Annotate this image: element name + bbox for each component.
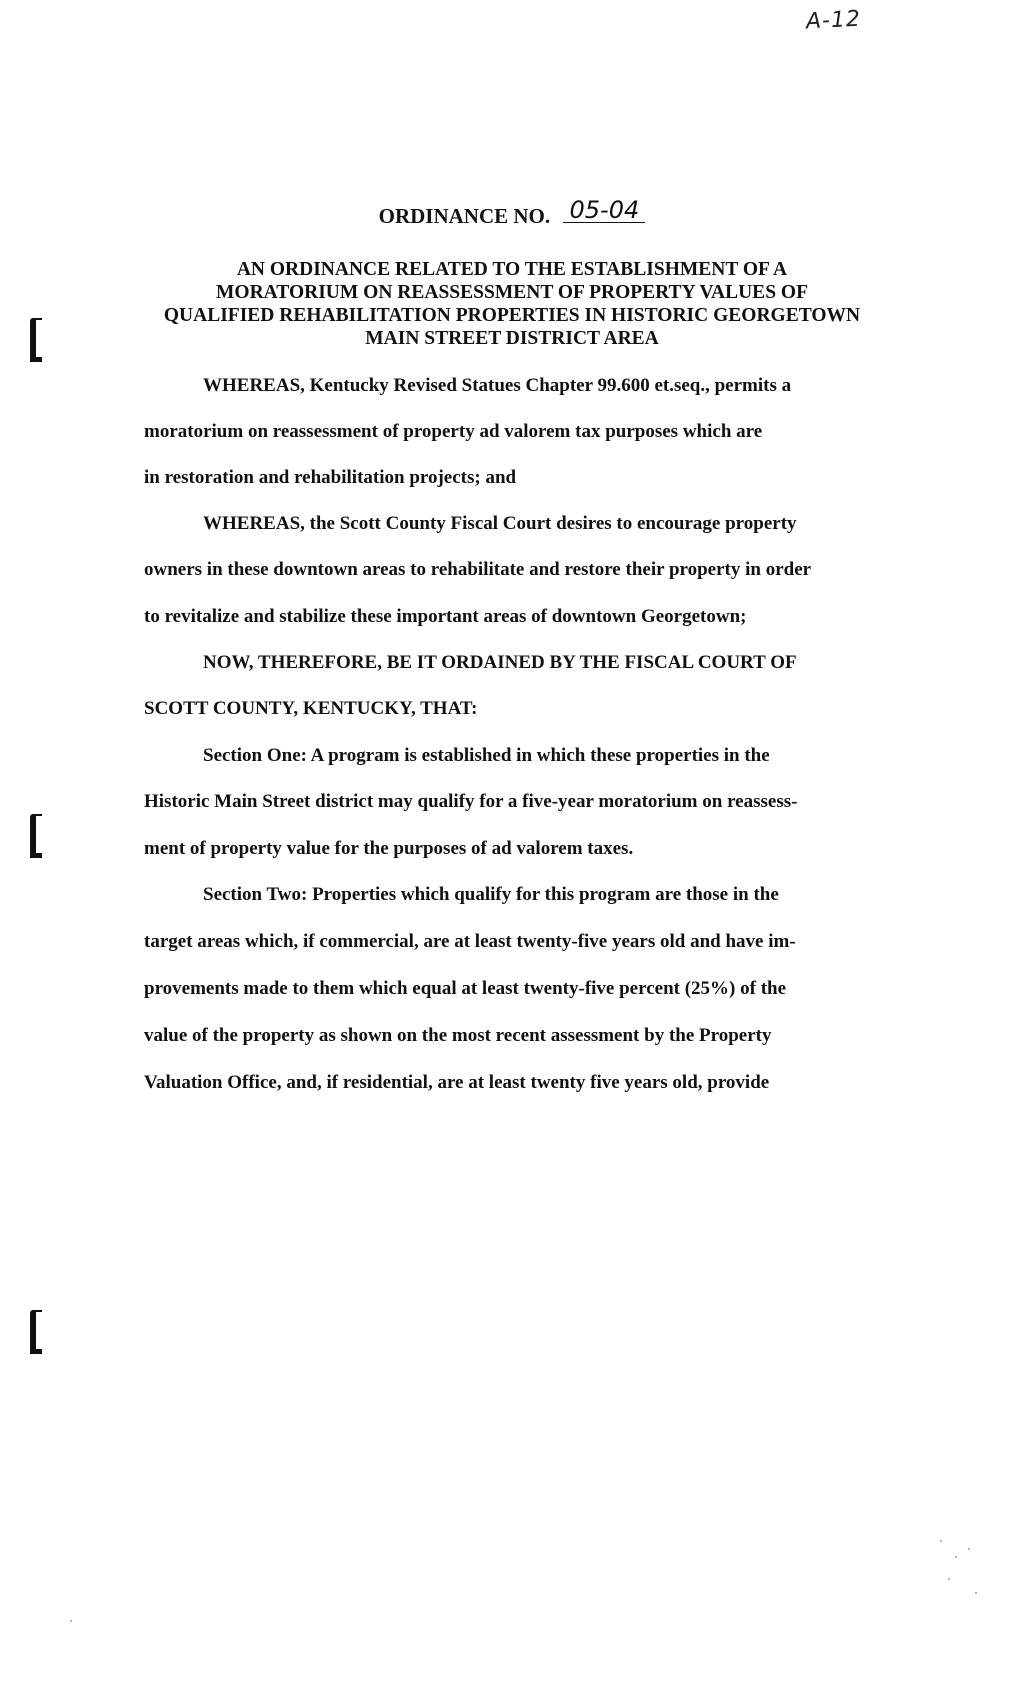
- ordinance-heading: [0, 196, 1024, 229]
- ordinance-label: ORDINANCE NO.: [378, 204, 551, 228]
- handwritten-page-mark: A-12: [805, 6, 862, 35]
- ordinance-title: [130, 258, 894, 350]
- body-line: Historic Main Street district may qualify for a five-year moratorium on reassess-: [144, 791, 798, 812]
- scan-speck: [975, 1592, 977, 1594]
- ordinance-number: 05-04: [563, 198, 645, 223]
- title-line: MORATORIUM ON REASSESSMENT OF PROPERTY VALUES OF: [216, 282, 808, 303]
- scan-speck: [955, 1556, 957, 1558]
- body-line: to revitalize and stabilize these important areas of downtown Georgetown;: [144, 606, 747, 627]
- body-line: in restoration and rehabilitation projects; and: [144, 467, 517, 488]
- body-line: SCOTT COUNTY, KENTUCKY, THAT:: [144, 698, 478, 719]
- body-line: Section Two: Properties which qualify for this program are those in the: [203, 884, 779, 905]
- body-line: target areas which, if commercial, are at least twenty-five years old and have im-: [144, 931, 796, 952]
- binder-bracket-mark: [30, 814, 42, 858]
- title-line: AN ORDINANCE RELATED TO THE ESTABLISHMENT OF A: [236, 259, 788, 280]
- body-line: ment of property value for the purposes of ad valorem taxes.: [144, 838, 634, 859]
- body-line: moratorium on reassessment of property ad valorem tax purposes which are: [144, 421, 763, 442]
- scan-speck: [948, 1578, 950, 1580]
- title-line: MAIN STREET DISTRICT AREA: [365, 328, 659, 349]
- body-line: Valuation Office, and, if residential, are at least twenty five years old, provide: [144, 1072, 770, 1093]
- body-line: WHEREAS, the Scott County Fiscal Court desires to encourage property: [203, 513, 797, 534]
- body-line: value of the property as shown on the most recent assessment by the Property: [144, 1025, 772, 1046]
- body-line: Section One: A program is established in which these properties in the: [203, 745, 770, 766]
- scan-speck: [968, 1548, 970, 1550]
- body-line: owners in these downtown areas to rehabilitate and restore their property in order: [144, 559, 812, 580]
- body-line: NOW, THEREFORE, BE IT ORDAINED BY THE FISCAL COURT OF: [203, 652, 797, 673]
- binder-bracket-mark: [30, 1310, 42, 1354]
- scan-speck: [940, 1540, 942, 1542]
- binder-bracket-mark: [30, 318, 42, 362]
- scan-speck: [70, 1620, 72, 1622]
- title-line: QUALIFIED REHABILITATION PROPERTIES IN HISTORIC GEORGETOWN: [163, 305, 861, 326]
- body-line: WHEREAS, Kentucky Revised Statues Chapter 99.600 et.seq., permits a: [203, 375, 792, 396]
- body-line: provements made to them which equal at least twenty-five percent (25%) of the: [144, 978, 787, 999]
